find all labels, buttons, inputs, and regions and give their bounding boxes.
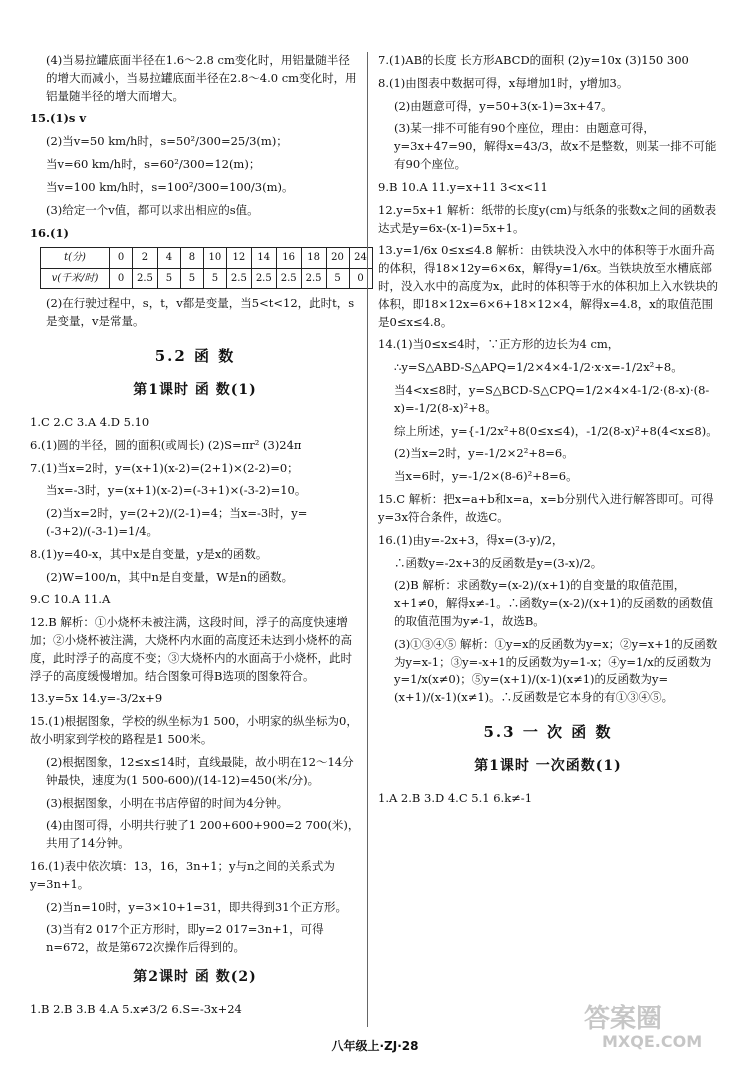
page-footer: 八年级上·ZJ·28 [331,1039,419,1053]
watermark-logo [580,998,730,1056]
lesson-title-1: 第1课时 函 数(1) [133,382,257,399]
answer-line: 当x=-3时，y=(x+1)(x-2)=(-3+1)×(-3-2)=10。 [46,483,307,498]
watermark-text: 答案圈 [584,1004,663,1034]
table-cell: 12 [226,248,251,269]
answer-line: 当4<x≤8时，y=S△BCD-S△CPQ=1/2×4×4-1/2·(8-x)·(8-x)=-1/2(8-x)²+8。 [394,383,710,415]
column-divider [367,52,368,1027]
answer-line: 6.(1)圆的半径，圆的面积(或周长) (2)S=πr² (3)24π [30,437,302,452]
answer-line: (3)根据图象，小明在书店停留的时间为4分钟。 [46,795,289,810]
table-cell: 5 [157,268,180,289]
answer-line: 13.y=5x 14.y=-3/2x+9 [30,691,163,706]
answer-line: ∴函数y=-2x+3的反函数是y=(3-x)/2。 [394,555,603,570]
table-cell: 2.5 [133,268,158,289]
answer-line: (3)①③④⑤ 解析：①y=x的反函数为y=x；②y=x+1的反函数为y=x-1；③y=-x+1的反函数为y=1-x；④y=1/x的反函数为y=1/x(x≠0)；⑤y=(x+1)/(x-1)(x≠1)的反函数为y=(x+1)/(x-1)(x≠1)。∴反函数是它本身的有①③④⑤。 [394,636,718,705]
table-cell: 18 [301,248,326,269]
answer-line: (2)当x=2时，y=-1/2×2²+8=6。 [394,446,574,461]
table-cell: 2.5 [226,268,251,289]
table-cell: 14 [251,248,276,269]
answer-line: 12.B 解析：①小烧杯未被注满，这段时间，浮子的高度快速增加；②小烧杯被注满，大烧杯内水面的高度还未达到小烧杯的高度，此时浮子的高度不变；③大烧杯内的水面高于小烧杯，此时浮子的高度缓慢增加。结合图象可得B选项的图象符合。 [30,615,352,683]
table-cell: 24 [349,248,372,269]
answer-line: (2)当v=50 km/h时，s=50²/300=25/3(m)； [46,134,288,149]
answer-line: (2)当n=10时，y=3×10+1=31，即共得到31个正方形。 [46,899,348,914]
table-row [41,248,373,269]
answer-line: 8.(1)由图表中数据可得，x每增加1时，y增加3。 [378,75,629,90]
left-answers-b [30,414,360,957]
answer-line: 9.B 10.A 11.y=x+11 3<x<11 [378,179,548,194]
answer-line: 综上所述，y={-1/2x²+8(0≤x≤4)，-1/2(8-x)²+8(4<x≤8)。 [394,423,718,438]
answer-line: 14.(1)当0≤x≤4时，∵正方形的边长为4 cm， [378,337,620,352]
right-column [378,52,718,813]
watermark-url: MXQE.COM [602,1032,703,1051]
answer-line: 15.C 解析：把x=a+b和x=a，x=b分别代入进行解答即可。可得y=3x符合条件，故选C。 [378,492,714,524]
left-answers-a-tail [30,295,360,331]
answer-line: 16.(1)表中依次填：13，16，3n+1；y与n之间的关系式为y=3n+1。 [30,858,335,891]
table-cell: 4 [157,248,180,269]
table-cell: 0 [110,268,133,289]
table-cell: 20 [326,248,349,269]
answer-line: (2)根据图象，12≤x≤14时，直线最陡，故小明在12～14分钟最快，速度为(1 500-600)/(14-12)=450(米/分)。 [46,754,354,787]
answer-line: 7.(1)当x=2时，y=(x+1)(x-2)=(2+1)×(2-2)=0； [30,460,299,475]
answer-line: 当v=100 km/h时，s=100²/300=100/3(m)。 [46,179,294,194]
answer-line: (2)在行驶过程中，s，t，v都是变量，当5<t<12，此时t，s是变量，v是常量。 [46,296,355,329]
answer-line: (2)当x=2时，y=(2+2)/(2-1)=4；当x=-3时，y=(-3+2)/(-3-1)=1/4。 [46,506,308,538]
table-cell: 10 [203,248,226,269]
table-row [41,268,373,289]
answer-line: 当x=6时，y=-1/2×(8-6)²+8=6。 [394,469,578,484]
right-answers [378,52,718,707]
answer-line: (4)当易拉罐底面半径在1.6～2.8 cm变化时，用铝量随半径的增大而减小，当易拉罐底面半径在2.8～4.0 cm变化时，用铝量随半径的增大而增大。 [46,53,357,103]
answer-line: 8.(1)y=40-x，其中x是自变量，y是x的函数。 [30,546,268,561]
table-cell: 16 [276,248,301,269]
table-cell: 8 [180,248,203,269]
table-header-cell: v(千米/时) [41,268,110,289]
section-title-5-3: 5.3 一 次 函 数 [483,723,613,741]
answer-line: 15.(1)根据图象，学校的纵坐标为1 500，小明家的纵坐标为0，故小明家到学校的路程是1 500米。 [30,714,358,747]
answer-line: 7.(1)AB的长度 长方形ABCD的面积 (2)y=10x (3)150 300 [378,53,689,67]
answer-line: ∴y=S△ABD-S△APQ=1/2×4×4-1/2·x·x=-1/2x²+8。 [394,360,683,375]
answer-line: 当v=60 km/h时，s=60²/300=12(m)； [46,157,261,172]
table-cell: 5 [180,268,203,289]
table-cell: 0 [349,268,372,289]
lesson-title-2: 第2课时 函 数(2) [133,969,257,985]
table-cell: 2.5 [301,268,326,289]
table-cell: 2.5 [251,268,276,289]
answer-line: 16.(1)由y=-2x+3，得x=(3-y)/2， [378,532,564,547]
lesson-3-answers: 1.A 2.B 3.D 4.C 5.1 6.k≠-1 [378,790,533,805]
answer-line: (3)给定一个v值，都可以求出相应的s值。 [46,202,259,217]
table-cell: 2 [133,248,158,269]
answer-line: 1.C 2.C 3.A 4.D 5.10 [30,414,150,429]
answer-line: 15.(1)s v [30,111,87,126]
question-16-table [40,247,373,289]
table-cell: 0 [110,248,133,269]
answer-line: (3)当有2 017个正方形时，即y=2 017=3n+1，可得n=672，故是第672次操作后得到的。 [46,922,324,955]
answer-line: 16.(1) [30,225,69,240]
table-cell: 5 [203,268,226,289]
table-cell: 5 [326,268,349,289]
lesson-2-answers: 1.B 2.B 3.B 4.A 5.x≠3/2 6.S=-3x+24 [30,1001,242,1016]
left-column [30,52,367,1024]
left-answers-a [30,52,360,242]
answer-line: (2)W=100/n，其中n是自变量，W是n的函数。 [46,569,294,584]
lesson-title-3: 第1课时 一次函数(1) [474,758,622,775]
answer-line: (3)某一排不可能有90个座位，理由：由题意可得，y=3x+47=90，解得x=43/3，故x不是整数，则某一排不可能有90个座位。 [394,121,717,172]
section-title-5-2: 5.2 函 数 [154,346,236,365]
answer-line: (2)由题意可得，y=50+3(x-1)=3x+47。 [394,98,613,113]
answer-line: 13.y=1/6x 0≤x≤4.8 解析：由铁块没入水中的体积等于水面升高的体积，得18×12y=6×6x，解得y=1/6x。当铁块放至水槽底部时，没入水中的高度为x，此时的体积等于水的体积加上入水铁块的体积，即18×12x=6×6+18×12×4，解得x=4.8，x的取值范围是0≤x≤4.8。 [378,243,718,329]
table-header-cell: t(分) [41,248,110,269]
answer-line: (2)B 解析：求函数y=(x-2)/(x+1)的自变量的取值范围，x+1≠0，解得x≠-1。∴函数y=(x-2)/(x+1)的反函数的函数值的取值范围为y≠-1，故选B。 [394,578,714,628]
answer-line: 9.C 10.A 11.A [30,592,111,607]
answer-line: 12.y=5x+1 解析：纸带的长度y(cm)与纸条的张数x之间的函数表达式是y=6x-(x-1)=5x+1。 [378,202,717,235]
answer-line: (4)由图可得，小明共行驶了1 200+600+900=2 700(米)，共用了14分钟。 [46,818,360,851]
table-cell: 2.5 [276,268,301,289]
